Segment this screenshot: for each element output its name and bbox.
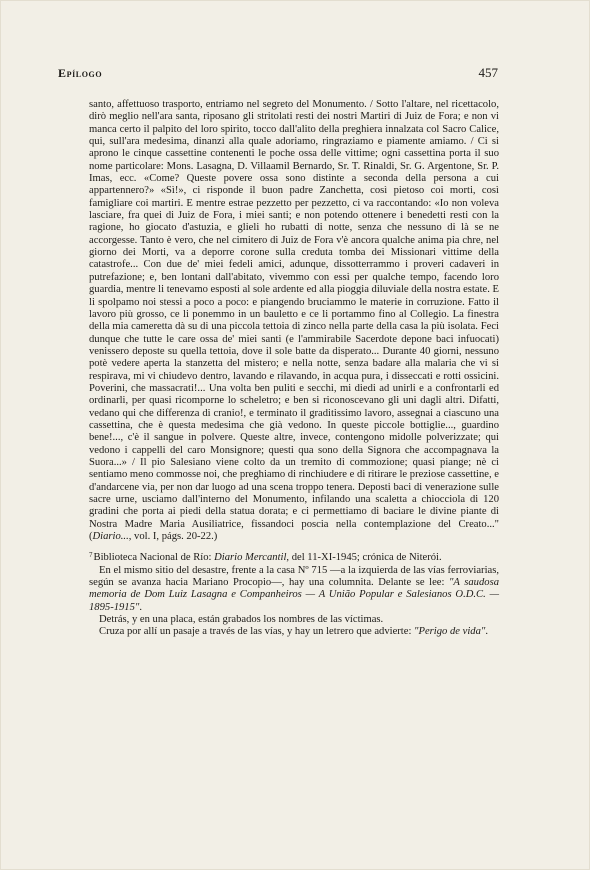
- footnote-mark: 7: [89, 551, 93, 560]
- footnote-p2-text: En el mismo sitio del desastre, frente a la casa Nº 715 —a la izquierda de las vías ferroviarias, según se avanza hacia Mariano Procopio—, hay una columnita. Delante se lee:: [89, 564, 499, 589]
- citation-title: Diario...: [92, 531, 129, 543]
- citation-open: (: [89, 531, 93, 543]
- footnote-source: [89, 552, 499, 564]
- citation-rest: , vol. I, págs. 20-22.): [128, 531, 218, 543]
- page-number: 457: [478, 65, 498, 80]
- footnote-source-post: , del 11-XI-1945; crónica de Niterói.: [286, 552, 442, 564]
- footnote-p4-end: .: [485, 626, 488, 638]
- footnote-source-pre: Biblioteca Nacional de Río:: [93, 552, 215, 564]
- footnote-p3-text: Detrás, y en una placa, están grabados los nombres de las víctimas.: [99, 614, 384, 626]
- section-title: Epílogo: [58, 66, 103, 80]
- quote-paragraph: [89, 99, 499, 543]
- quote-text: santo, affettuoso trasporto, entriamo nel segreto del Monumento. / Sotto l'altare, nel ricettacolo, dirò meglio nell'ara santa, riposano gli stritolati resti dei nostri Martiri di Juiz de Fora; e non vi manca certo il palpito del loro spirito, tocco dall'alito della preghiera innalzata col Sacro Calice, qui, sull'ara medesima, dinanzi alla quale adoriamo, ringraziamo e piamente amiamo. / Ci si aprono le cinque cassettine contenenti le poche ossa delle vittime; ogni cassettina porta il suo nome particolare: Mons. Lasagna, D. Villaamil Bernardo, Sr. T. Rinaldi, Sr. G. Argentone, Sr. P. Imas, ecc. «Come? Queste povere ossa sono distinte a seconda della persona a cui appartennero?» «Sì!», ci risponde il buon padre Zanchetta, così pietoso coi morti, così famigliare coi martiri. E mentre estrae pezzetto per pezzetto, ci va raccontando: «Io non voleva lasciare, fra quei di Juiz de Fora, i miei santi; e non potendo ottenere i benedetti resti con la ragione, ho giocato d'astuzia, e glieli ho rubatti di notte, senza che nessuno di là se ne accorgesse. Tanto è vero, che nel cimitero di Juiz de Fora v'è ancora qualche anima pia chre, nel giorno dei Morti, va a deporre corone sulla creduta tomba dei Missionari vittime della catastrofe... Con due de' miei fedeli amici, adunque, dissotterrammo i proveri cadaveri in putrefazione; e, ben lontani dall'abitato, vivemmo con essi per qualche tempo, facendo loro guardia, mentre li tenevamo esposti al sole ardente ed alla pioggia diluviale della nostra estate. E li spolpamo noi stessi a poco a poco: e piangendo bruciammo le materie in corruzione. Fatto il lavoro più grosso, ce li ponemmo in un bauletto e ce li portammo fino al Collegio. La finestra della mia cameretta dà su di una piccola tettoia di zinco nella parte della casa la più isolata. Feci dunque che tutte le care ossa de' miei santi (e l'ammirabile Sacerdote depone baci infuocati) venissero deposte su quella tettoia, dove il sole batte da disperato... Durante 40 giorni, nessuno potè vedere aperta la stanzetta del mistero; e nella notte, senza badare alla malaria che vi si respirava, mi vi chiudevo dentro, lavando e rilavando, in acqua pura, i disseccati e rotti ossicini. Poverini, che massacrati!... Una volta ben puliti e secchi, mi diedi ad unirli e a confrontarli ed ordinarli, per quasi ricomporne lo scheletro; e ben si riconoscevano gli uni dagli altri. Difatti, vedano qui che differenza di cranio!, e terminato il graditissimo lavoro, assegnai a ciascuno una cassettina, che è questa medesima che già vedono. In queste piccole bottiglie..., guardino bene!..., c'è il sangue in polvere. Queste altre, invece, contengono midolle polverizzate; qui vedono i cappelli del caro Monsignore; questi qua sono della Signora che accompagnava la Suora...» / Il pio Salesiano viene colto da un tremito di commozione; quasi piange; nè ci sentiamo meno commosse noi, che preghiamo di rinchiudere e di ritirare le preziose cassettine, e d'andarcene via, per non dar luogo ad una scena troppo tenera. Deposti baci di venerazione sulle sacre urne, usciamo dall'interno del Monumento, infilando una scaletta a chiocciola di 120 gradini che porta ai piedi della statua dorata; e ci permettiamo di baciare le divine piante di Nostra Madre Maria Ausiliatrice, fissandoci poscia nella contemplazione del Creato...": [89, 99, 499, 530]
- footnote-p2-end: .: [139, 601, 143, 613]
- column-inscription: "A saudosa memoria de Dom Luiz Lasagna e Companheiros — A União Popular e Salesianos O.D.C. — 1895-1915": [89, 577, 499, 613]
- footnote-p4-text: Cruza por allí un pasaje a través de las vías, y hay un letrero que advierte:: [99, 626, 415, 638]
- quoted-diary-passage: [89, 99, 499, 543]
- footnote-paragraph-plaque: [89, 614, 499, 626]
- warning-sign-text: "Perigo de vida": [414, 626, 486, 638]
- footnote-source-title: Diario Mercantil: [214, 552, 287, 564]
- footnote-paragraph-column: [89, 565, 499, 614]
- running-header: [58, 66, 498, 84]
- footnote-paragraph-sign: [89, 626, 499, 638]
- page-body: [89, 99, 499, 639]
- footnote: [89, 552, 499, 638]
